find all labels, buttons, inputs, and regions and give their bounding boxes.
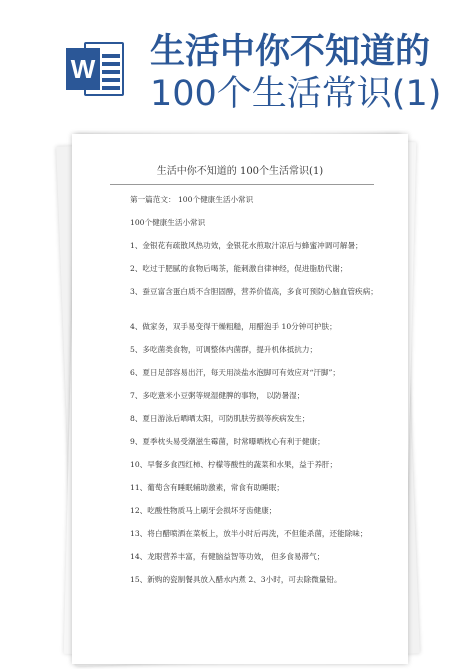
- body-line: 2、吃过于肥腻的食物后喝茶，能刺激自律神经，促进脂肪代谢；: [130, 264, 348, 273]
- document-body: [130, 194, 400, 597]
- body-line: 第一篇范文： 100个健康生活小常识: [130, 195, 254, 204]
- body-line: 14、龙眼营养丰富，有健脑益智等功效， 但多食易滞气；: [130, 552, 325, 561]
- banner-title-line2: 100个生活常识(1): [150, 74, 442, 114]
- body-line: 8、夏日游泳后晒晒太阳，可防肌肤劳损等疾病发生；: [130, 414, 310, 423]
- banner-title-line1: 生活中你不知道的: [150, 32, 431, 72]
- body-line: 15、新购的瓷制餐具放入醋水内煮 2、3小时，可去除微量铅。: [130, 575, 342, 584]
- document-title: 生活中你不知道的 100个生活常识(1): [156, 166, 324, 177]
- body-line: 4、做家务，双手易变得干燥粗糙，用醋泡手 10分钟可护肤；: [130, 322, 337, 331]
- body-line: 6、夏日足部容易出汗，每天用淡盐水泡脚可有效应对“汗脚”；: [130, 368, 341, 377]
- body-line: 13、将白醋喷洒在菜板上，放半小时后再洗，不但能杀菌，还能除味；: [130, 529, 368, 538]
- body-line: 11、葡萄含有睡眠辅助激素，常食有助睡眠；: [130, 483, 284, 492]
- document-preview-page: [72, 134, 408, 664]
- word-letter-w: W: [66, 48, 100, 90]
- body-line: 10、早餐多食西红柿、柠檬等酸性的蔬菜和水果，益于养肝；: [130, 460, 338, 469]
- body-line: 9、夏季枕头易受潮滋生霉菌，时常曝晒枕心有利于健康；: [130, 437, 325, 446]
- body-line: 1、金银花有疏散风热功效，金银花水煎取汁凉后与蜂蜜冲调可解暑；: [130, 241, 363, 250]
- word-icon: [66, 38, 126, 100]
- title-underline: [110, 184, 374, 185]
- body-line: 3、蚕豆富含蛋白质不含胆固醇，营养价值高，多食可预防心脑血管疾病；: [130, 287, 378, 296]
- body-line: 12、吃酸性物质马上刷牙会损坏牙齿健康；: [130, 506, 277, 515]
- body-line: 7、多吃薏米小豆粥等规湿健脾的事物， 以防暑湿；: [130, 391, 305, 400]
- body-line: 100个健康生活小常识: [130, 218, 206, 227]
- body-line: 5、多吃菌类食物，可调整体内菌群，提升机体抵抗力；: [130, 345, 318, 354]
- header-banner: [0, 0, 474, 128]
